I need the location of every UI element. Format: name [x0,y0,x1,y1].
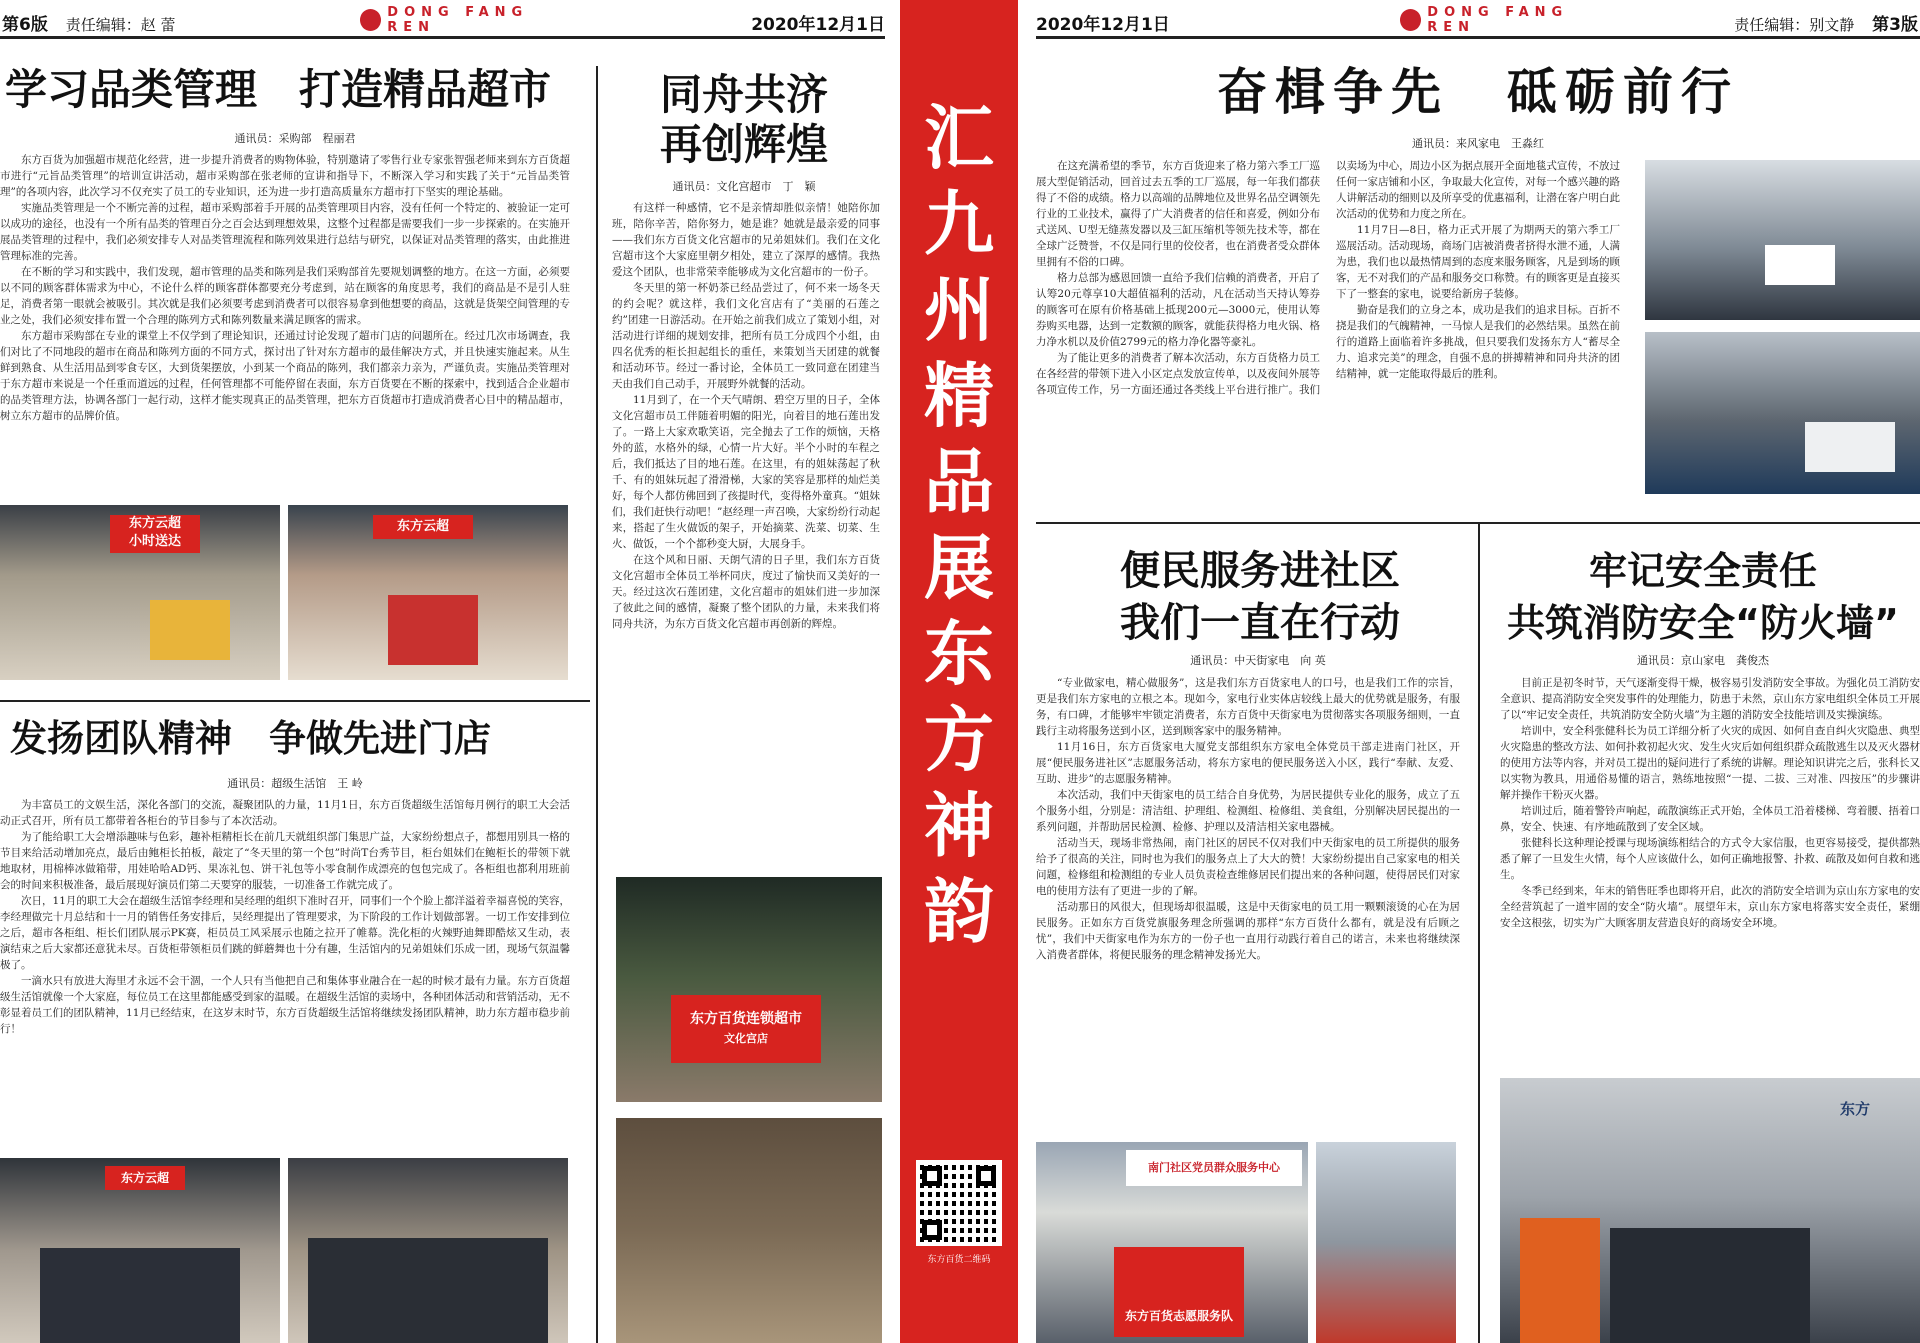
a5-photo-1 [1036,1142,1308,1343]
a3-para: 有这样一种感情，它不是亲情却胜似亲情！她陪你加班，陪你辛苦，陪你努力，她是谁？她就是最亲爱的同事——我们东方百货文化宫超市的兄弟姐妹们。我们在文化宫超市这个大家庭里朝夕相处，建立了深厚的感情。我热爱这个团队，也非常荣幸能够成为文化宫超市的一份子。 [612,202,880,278]
a3-para: 在这个风和日丽、天朗气清的日子里，我们东方百货文化宫超市全体员工举杯同庆，度过了愉快而又美好的一天。经过这次石莲团建，文化宫超市的姐妹们进一步加深了彼此之间的感情，凝聚了整个团队的力量，未来我们将同舟共济，为东方百货文化宫超市再创新的辉煌。 [612,554,880,630]
a4-title: 奋楫争先 砥砺前行 [1217,64,1739,121]
a5-photo-2 [1316,1142,1456,1343]
a1-a2-rule [0,700,590,702]
a2-para: 次日，11月的职工大会在超级生活馆李经理和吴经理的组织下准时召开，同事们一个个脸上都洋溢着幸福喜悦的笑容，李经理做完十月总结和十一月的销售任务安排后，吴经理提出了管理要求，为下阶段的工作计划做部署。一切工作安排到位之后，超市各柜组、柜长们团队展示PK赛，柜员员工风采展示也随之拉开了帷幕。洗化柜的火辣野迪舞即酷炫又生动，表演结束之后大家都还意犹未尽。百货柜带领柜员们跳的鲜蘑舞也十分有趣，生活馆内的兄弟姐妹们乐成一团，现场气氛温馨极了。 [0,895,570,971]
a3-para: 冬天里的第一杯奶茶已经品尝过了，何不来一场冬天的约会呢？就这样，我们文化宫店有了“美丽的石莲之约”团建一日游活动。在开始之前我们成立了策划小组，对活动进行详细的规划安排，把所有员工分成四个小组，由四名优秀的柜长担起组长的重任，来策划当天团建的就餐和活动环节。经过一番讨论，全体员工一致同意在团建当天由我们自己动手，开展野外就餐的活动。 [612,282,880,390]
a2-title: 发扬团队精神 争做先进门店 [10,718,491,760]
center-vertical-title: 汇 九 州 精 品 展 东 方 神 韵 [924,96,994,953]
qr-caption: 东方百货二维码 [927,1255,991,1265]
right-logo: DONG FANG REN [1400,5,1620,35]
a3-para: 11月到了，在一个天气晴朗、碧空万里的日子，全体文化宫超市员工伴随着明媚的阳光，向着目的地石莲出发了。一路上大家欢歌笑语，完全抛去了工作的烦恼，天格外的蓝，水格外的绿，心情一片大好。半个小时的车程之后，我们抵达了目的地石莲。在这里，有的姐妹荡起了秋千、有的姐妹玩起了滑滑梯，大家的笑容是那样的灿烂美好，每个人都仿佛回到了孩提时代，变得格外童真。“姐妹们，我们赶快行动吧！”赵经理一声召唤，大家纷纷行动起来，搭起了生火做饭的架子，开始摘菜、洗菜、切菜、生火、做饭，一个个都秒变大厨，大展身手。 [612,394,880,550]
a2-photo-2 [288,1158,568,1343]
right-editor-block [1700,10,1918,35]
a1-title: 学习品类管理 打造精品超市 [5,66,552,114]
left-editor-label: 责任编辑： [65,16,141,32]
right-editor-label: 责任编辑： [1734,16,1810,34]
a3-banner: 东方百货连锁超市 文化宫店 [671,995,821,1063]
right-date: 2020年12月1日 [1036,15,1170,35]
a4-para: 11月7日—8日，格力正式开展了为期两天的第六季工厂巡展活动。活动现场，商场门店被消费者挤得水泄不通，人满为患，我们也以最热情周到的态度来服务顾客，凡是到场的顾客，无不对我们的产品和服务交口称赞。有的顾客更是直接买下了一整套的家电，说要给新房子装修。 [1336,224,1620,300]
a5-sign: 南门社区党员群众服务中心 [1126,1150,1302,1186]
a5-body [1036,675,1460,1135]
a3-photo-1 [616,877,882,1102]
a5-para: 11月16日，东方百货家电大厦党支部组织东方家电全体党员干部走进南门社区，开展“便民服务进社区”志愿服务活动，将东方家电的便民服务送入小区，践行“奉献、友爱、互助、进步”的志愿服务精神。 [1036,741,1460,785]
a6-body [1500,675,1920,1073]
a1-byline: 通讯员：采购部 程丽君 [234,132,356,145]
a3-byline: 通讯员：文化宫超市 丁 颖 [672,180,816,193]
a2-para: 一滴水只有放进大海里才永远不会干涸，一个人只有当他把自己和集体事业融合在一起的时候才最有力量。东方百货超级生活馆就像一个大家庭，每位员工在这里都能感受到家的温暖。在超级生活馆的卖场中，各种团体活动和营销活动，无不彰显着员工们的团队精神，11月已经结束，在这岁末时节，东方百货超级生活馆将继续发扬团队精神，助力东方超市稳步前行！ [0,975,570,1035]
qr-code-icon [916,1160,1002,1246]
a3-title: 同舟共济 再创辉煌 [659,70,828,169]
a5-flag: 东方百货志愿服务队 [1114,1247,1244,1337]
a6-byline: 通讯员：京山家电 龚俊杰 [1637,654,1769,667]
a1-para: 实施品类管理是一个不断完善的过程，超市采购部着手开展的品类管理项目内容，没有任何一个特定的、被验证一定可以成功的途径，也没有一个所有品类的管理百分之百会达到理想效果，这整个过程都是需要我们一步一步探索的。在实施开展品类管理的过程中，我们必须安排专人对品类管理流程和陈列效果进行总结与研究，以保证对品类管理的落实，由此推进管理标准的完善。 [0,202,570,262]
right-editor: 别文静 [1809,16,1855,34]
left-header-rule [0,36,885,39]
logo-icon [1400,9,1421,31]
a6-para: 冬季已经到来，年末的销售旺季也即将开启，此次的消防安全培训为京山东方家电的安全经营筑起了一道牢固的安全“防火墙”。展望年末，京山东方家电将落实安全责任，紧绷安全这根弦，切实为广大顾客朋友营造良好的商场安全环境。 [1500,885,1920,929]
a1-photo-1 [0,505,280,680]
right-column-rule [1478,522,1480,1343]
logo-icon [360,9,381,31]
a3-photo-2 [616,1118,882,1343]
a2-byline: 通讯员：超级生活馆 王 岭 [227,777,363,790]
a6-title: 牢记安全责任 共筑消防安全“防火墙” [1507,549,1899,645]
left-editor: 赵 蕾 [140,16,176,32]
right-page-number: 第3版 [1872,15,1918,35]
a5-byline: 通讯员：中天街家电 向 英 [1190,654,1326,667]
a1-photo-sign: 东方云超 小时送达 [110,515,200,553]
left-column-rule [596,66,598,1343]
a1-para: 东方超市采购部在专业的课堂上不仅学到了理论知识，还通过讨论发现了超市门店的问题所在。经过几次市场调查，我们对比了不同地段的超市在商品和陈列方面的不同方式，探讨出了针对东方超市的最佳解决方式，并且快速实施起来。从生鲜到熟食、从生活用品到零食专区，大到货架摆放，小到某一个商品的陈列，我们都亲力亲为，严谨负责。实施品类管理对于东方超市来说是一个任重而道远的过程，任何管理都不可能停留在表面，东方百货要在不断的探索中，找到适合企业超市的品类管理方法，协调各部门一起行动，这样才能实现真正的品类管理，把东方百货超市打造成消费者心目中的精品超市，树立东方超市的品牌价值。 [0,330,570,422]
a2-photo-1: 东方云超 [0,1158,280,1343]
left-logo: DONG FANG REN [360,5,580,35]
a6-para: 张健科长这种理论授课与现场演练相结合的方式令大家信服，也更容易接受，提供都熟悉了解了一旦发生火情，每个人应该做什么，如何正确地报警、扑救、疏散及如何自救和逃生。 [1500,837,1920,881]
a5-para: “专业做家电，精心做服务”，这是我们东方百货家电人的口号，也是我们工作的宗旨，更是我们东方家电的立根之本。现如今，家电行业实体店较线上最大的优势就是服务，有服务，有口碑，才能够牢牢锁定消费者，东方百货中天街家电为贯彻落实各项服务细则，一直践行主动将服务送到小区，送到顾客家中的服务精神。 [1036,677,1460,737]
a1-body [0,152,570,494]
a2-para: 为了能给职工大会增添趣味与色彩，趣补柜精柜长在前几天就组织部门集思广益，大家纷纷想点子，都想用别具一格的节目来给活动增加亮点，最后由鲍柜长拍板，敲定了“冬天里的第一个包”时尚T台秀节目，柜台姐妹们在鲍柜长的带领下就地取材，用棉棒冰做箱带，用娃哈哈AD钙、果冻礼包、饼干礼包等小零食制作成漂亮的包包完成了。各柜组也都利用班前会的时间来积极准备，最后展现好演员们第二天要穿的服装，一切准备工作就完成了。 [0,831,570,891]
a4-para: 为了能让更多的消费者了解本次活动，东方百货格力员工在各经营的带领下进入小区定点发放宣传单，以及夜间外展等各项宣传工作，另一方面还通过各类线上平台进行推广。我们以卖场为中心，周边小区为据点展开全面地毯式宣传，不放过任何一家店铺和小区，争取最大化宣传，对每一个感兴趣的路人讲解活动的细则以及所享受的优惠福利，让潜在客户明白此次活动的优势和力度之所在。 [1036,160,1620,396]
left-date: 2020年12月1日 [751,15,885,35]
center-red-band [900,0,1018,1343]
a4-body [1036,158,1620,500]
a5-para: 本次活动，我们中天街家电的员工结合自身优势，为居民提供专业化的服务，成立了五个服务小组，分别是：清洁组、护理组、检测组、检修组、美食组，分别解决居民提出的一系列问题，并帮助居民检测、检修、护理以及清洁相关家电器械。 [1036,789,1460,833]
a1-photo-2: 东方云超 [288,505,568,680]
a6-para: 培训中，安全科张健科长为员工详细分析了火灾的成因、如何自查自纠火灾隐患、典型火灾隐患的整改方法、如何扑救初起火灾、发生火灾后如何组织群众疏散逃生以及灭火器材的使用方法等内容，并对员工提出的疑问进行了系统的讲解。理论知识讲完之后，张科长又以实物为教具，用通俗易懂的语言，熟练地按照“一提、二拔、三对准、四按压”的步骤讲解并操作干粉灭火器。 [1500,725,1920,801]
a4-para: 格力总部为感恩回馈一直给予我们信赖的消费者，开启了认筹20元尊享10大超值福利的活动，凡在活动当天持认筹券的顾客可在原有价格基础上抵现200元—3000元，使用认筹券购买电器，达到一定数额的顾客，就能获得格力电火锅、格力净水机以及价值2799元的格力净化器等豪礼。 [1036,272,1320,348]
right-header-rule [1036,36,1920,39]
a6-para: 目前正是初冬时节，天气逐渐变得干燥，极容易引发消防安全事故。为强化员工消防安全意识、提高消防安全突发事件的处理能力，防患于未然，京山东方家电组织全体员工开展了以“牢记安全责任，共筑消防安全防火墙”为主题的消防安全技能培训及实操演练。 [1500,677,1920,721]
a5-title: 便民服务进社区 我们一直在行动 [1120,548,1400,646]
a2-para: 为丰富员工的文娱生活，深化各部门的交流，凝聚团队的力量，11月1日，东方百货超级生活馆每月例行的职工大会活动正式召开，所有员工都带着各柜台的节目参与了本次活动。 [0,799,570,827]
a2-body [0,797,570,1142]
a6-photo: 东方 [1500,1078,1920,1343]
left-page-number: 第6版 [2,15,48,32]
a4-photo-1 [1645,160,1920,320]
a1-para: 东方百货为加强超市规范化经营，进一步提升消费者的购物体验，特别邀请了零售行业专家张智强老师来到东方百货超市进行“元旨品类管理”的培训宣讲活动，超市采购部在张老师的宣讲和指导下，不断深入学习和实践了关于“元旨品类管理”的各项内容，此次学习不仅充实了员工的专业知识，还为进一步打造高质量东方超市打下坚实的理论基础。 [0,154,570,198]
a4-photo-2 [1645,332,1920,494]
a6-para: 培训过后，随着警铃声响起，疏散演练正式开始，全体员工沿着楼梯、弯着腰、捂着口鼻，安全、快速、有序地疏散到了安全区域。 [1500,805,1920,833]
a4-byline: 通讯员：来风家电 王淼红 [1412,137,1544,150]
a4-para: 在这充满希望的季节，东方百货迎来了格力第六季工厂巡展大型促销活动，回首过去五季的工厂巡展，每一年我们都获得了不俗的成绩。格力以高端的品牌地位及世界名品空调领先行业的工业技术，赢得了广大消费者的信任和喜爱，例如分布式送风、U型无缝蒸发器以及三缸压缩机等领先技术等，都在全球广泛赞誉，不仅是同行里的佼佼者，也在消费者受众群体里拥有不俗的口碑。 [1036,160,1320,268]
a4-para: 勤奋是我们的立身之本，成功是我们的追求目标。百折不挠是我们的气魄精神，一马惊人是我们的必然结果。虽然在前行的道路上面临着许多挑战，但只要我们发扬东方人“蓄尽全力、追求完美”的理念，自强不息的拼搏精神和同舟共济的团结精神，就一定能取得最后的胜利。 [1336,304,1620,380]
a3-body [612,200,880,860]
a5-para: 活动那日的风很大，但现场却很温暖，这是中天街家电的员工用一颗颗滚烫的心在为居民服务。正如东方百货党旗服务理念所强调的那样“东方百货什么都有，就是没有后顾之忧”，我们中天街家电作为东方的一份子也一直用行动践行着自己的诺言，未来也将继续深入消费者群体，将便民服务的理念精神发扬光大。 [1036,901,1460,961]
a1-para: 在不断的学习和实践中，我们发现，超市管理的品类和陈列是我们采购部首先要规划调整的地方。在这一方面，必须要以不同的顾客群体需求为中心，不论什么样的顾客群体都要充分考虑到，站在顾客的角度思考，我们的商品是不是引人驻足，消费者第一眼就会被吸引。其次就是我们必须要考虑到消费者可以很容易拿到他想要的商品，这就是货架空间管理的专业之处，我们必须安排布置一个合理的陈列方式和陈列数量来满足顾客的需求。 [0,266,570,326]
a5-para: 活动当天，现场非常热闹，南门社区的居民不仅对我们中天街家电的员工所提供的服务给予了很高的关注，同时也为我们的服务点上了大大的赞！大家纷纷提出自己家家电的相关问题，检修组和检测组的专业人员负责检查维修居民们提出来的各种问题，使得居民们对家电的使用方法有了更进一步的了解。 [1036,837,1460,897]
